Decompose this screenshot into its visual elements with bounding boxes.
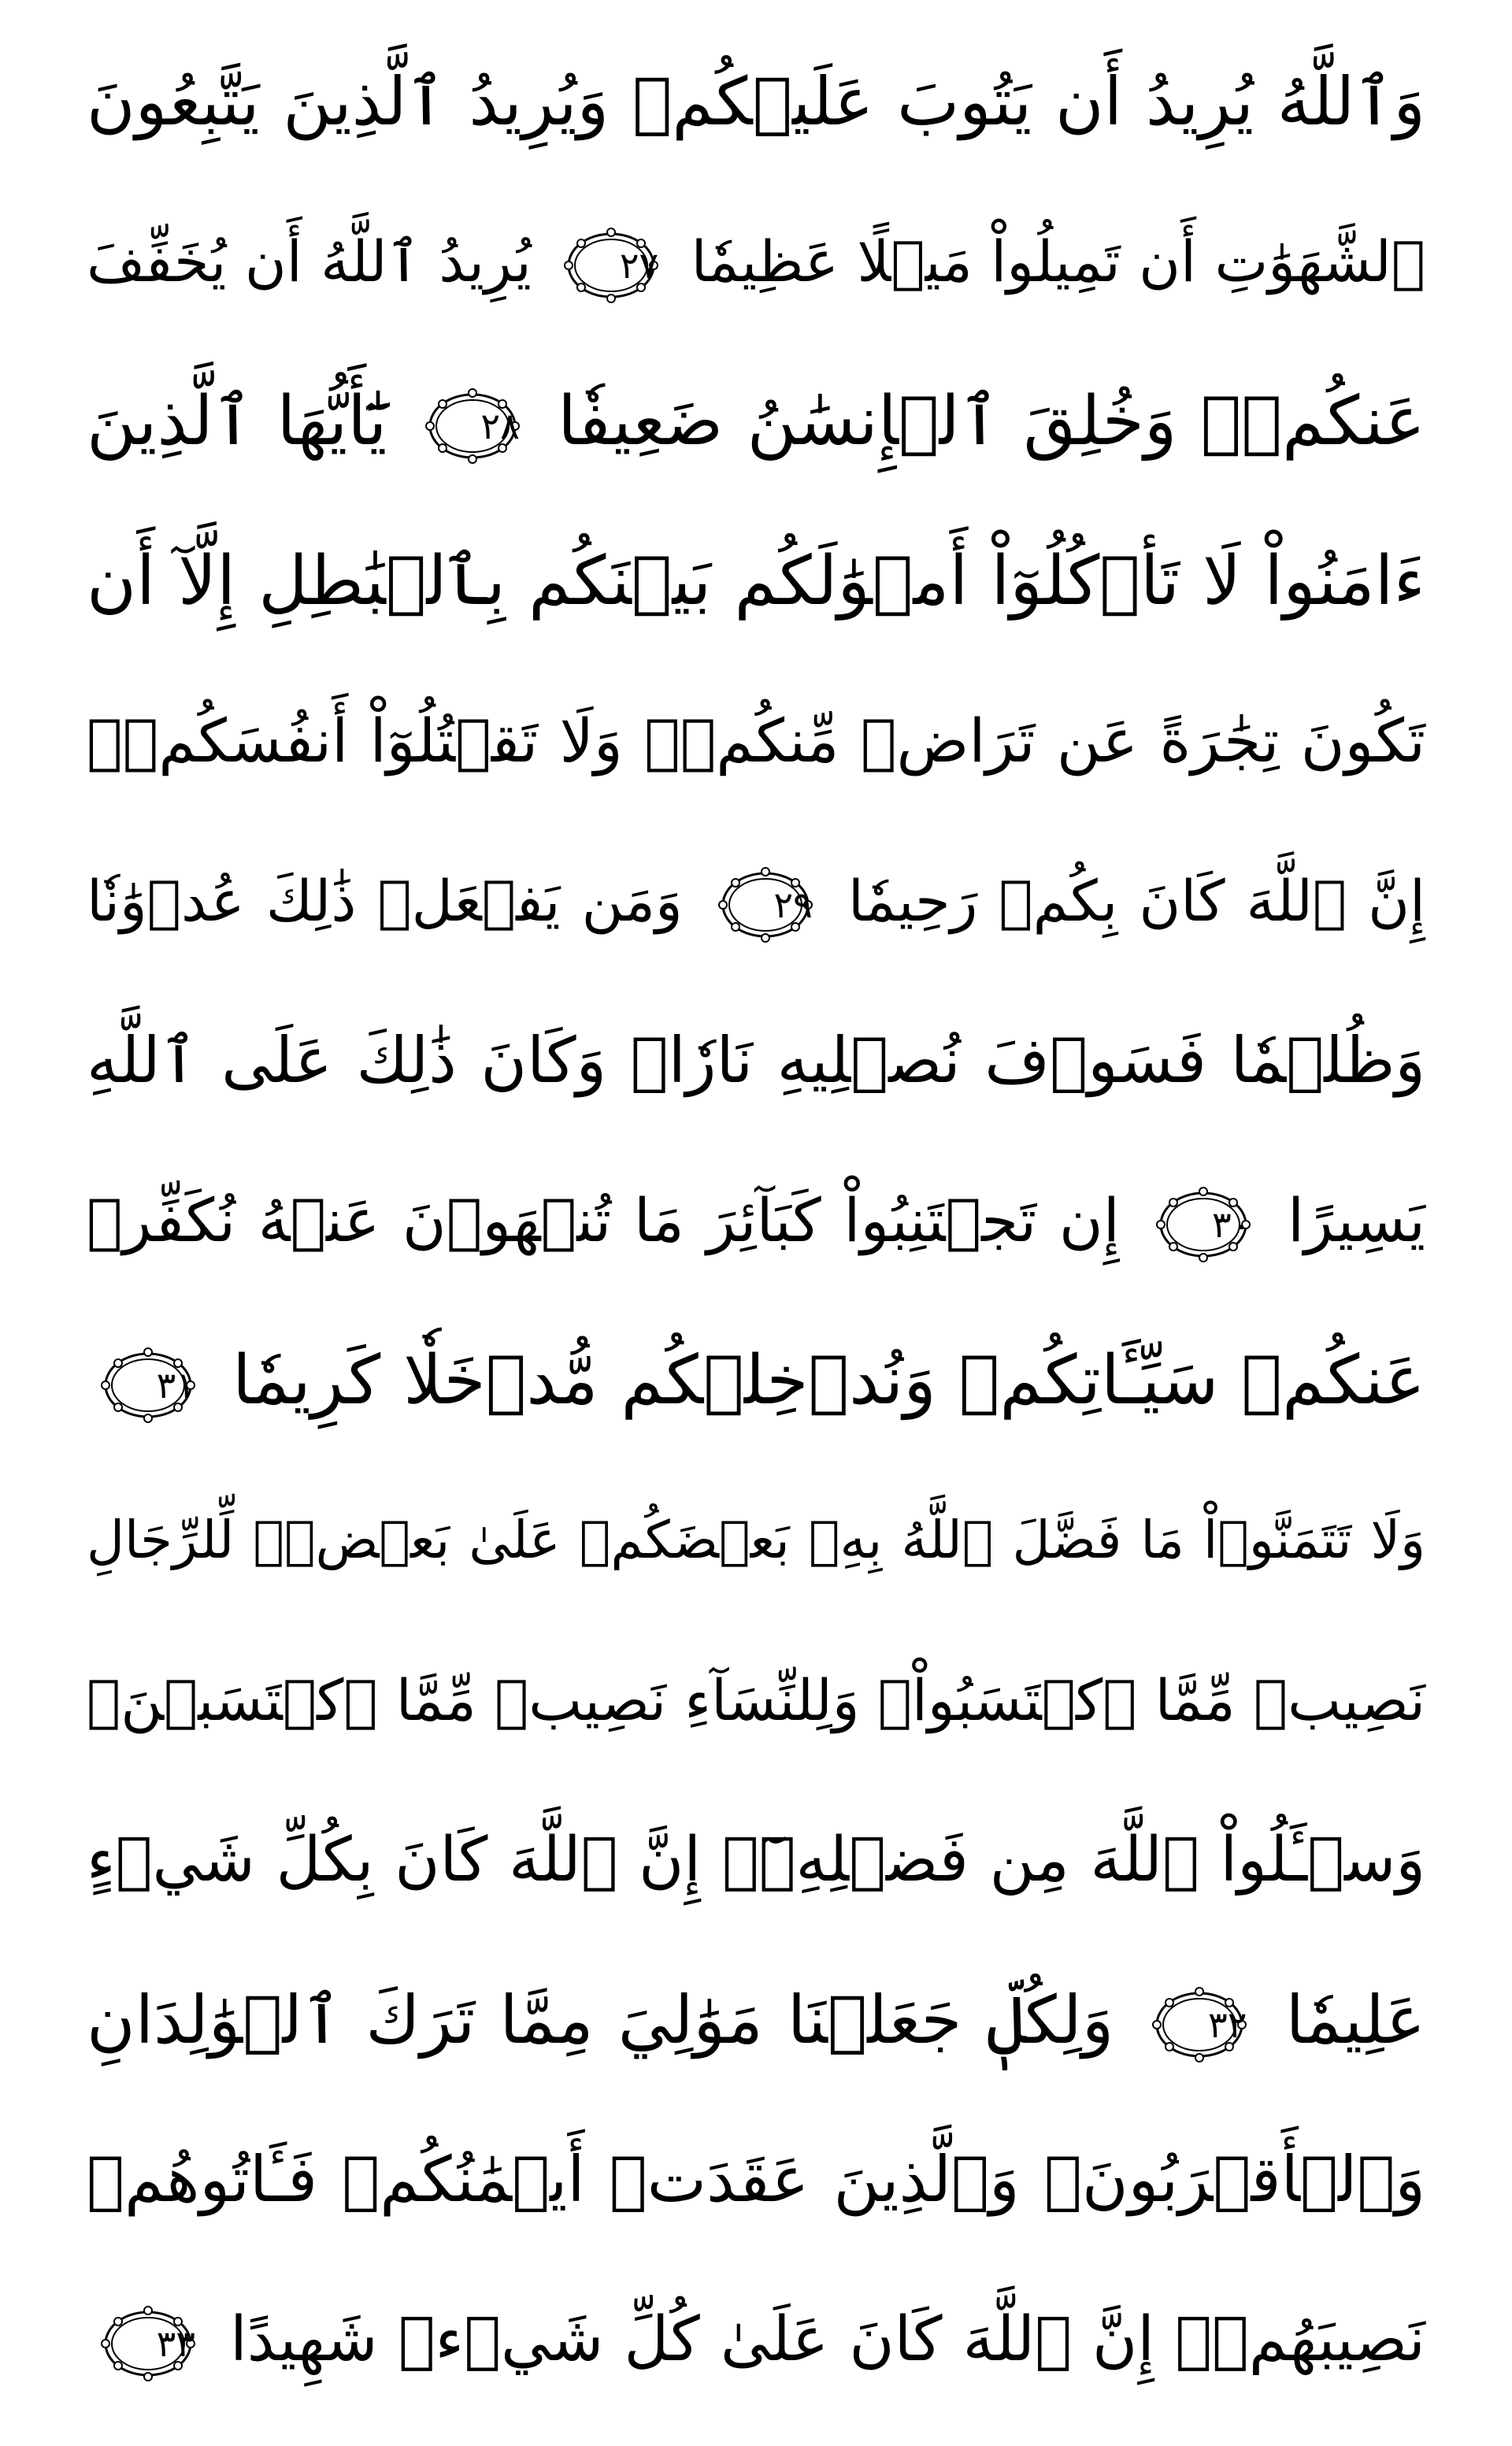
verse-line <box>87 191 1425 332</box>
ayah-number-marker <box>101 1347 195 1423</box>
verse-text: يَٰٓأَيُّهَا ٱلَّذِينَ <box>87 382 387 461</box>
ayah-number-marker <box>1152 1987 1247 2062</box>
verse-text: نَصِيبٞ مِّمَّا ٱكۡتَسَبُواْۖ وَلِلنِّسَآءِ نَصِيبٞ مِّمَّا ٱكۡتَسَبۡنَۚ <box>87 1667 1425 1733</box>
ayah-number-marker <box>425 388 520 464</box>
ayah-number: ٢٨ <box>480 404 520 447</box>
verse-text: إِنَّ ٱللَّهَ كَانَ بِكُمۡ رَحِيمٗا <box>847 868 1425 934</box>
verse-line <box>87 671 1425 811</box>
ayah-number-marker <box>1156 1187 1251 1262</box>
verse-text: ءَامَنُواْ لَا تَأۡكُلُوٓاْ أَمۡوَٰلَكُم بَيۡنَكُم بِٱلۡبَٰطِلِ إِلَّآ أَن <box>87 542 1425 621</box>
ayah-number: ٣٢ <box>1208 2003 1247 2047</box>
verse-lines <box>87 32 1425 2410</box>
verse-text: وَلِكُلّٖ جَعَلۡنَا مَوَٰلِيَ مِمَّا تَرَكَ ٱلۡوَٰلِدَانِ <box>87 1981 1114 2059</box>
verse-text: وَمَن يَفۡعَلۡ ذَٰلِكَ عُدۡوَٰنٗا <box>87 868 683 934</box>
verse-text: وَسۡـَٔلُواْ ٱللَّهَ مِن فَضۡلِهِۦٓۚ إِنَّ ٱللَّهَ كَانَ بِكُلِّ شَيۡءٍ <box>87 1825 1425 1896</box>
verse-line <box>87 32 1425 172</box>
verse-text: عَلِيمٗا <box>1285 1981 1425 2059</box>
verse-line <box>87 991 1425 1131</box>
verse-line <box>87 2270 1425 2410</box>
ayah-number: ٣١ <box>156 1363 195 1406</box>
verse-line <box>87 1790 1425 1930</box>
verse-text: تَكُونَ تِجَٰرَةً عَن تَرَاضٖ مِّنكُمۡۚ وَلَا تَقۡتُلُوٓاْ أَنفُسَكُمۡۚ <box>87 706 1425 776</box>
ayah-number-marker <box>101 2306 195 2381</box>
verse-line <box>87 511 1425 651</box>
ayah-number: ٣٠ <box>1212 1203 1251 1246</box>
ayah-number: ٢٧ <box>619 244 659 287</box>
verse-line <box>87 1630 1425 1770</box>
ayah-number: ٣٣ <box>156 2322 195 2365</box>
verse-text: يَسِيرًا <box>1288 1185 1425 1255</box>
ayah-number-marker <box>718 867 813 943</box>
verse-text: وَٱلۡأَقۡرَبُونَۚ وَٱلَّذِينَ عَقَدَتۡ أَيۡمَٰنُكُمۡ فَـَٔاتُوهُمۡ <box>87 2143 1425 2216</box>
verse-text: وَلَا تَتَمَنَّوۡاْ مَا فَضَّلَ ٱللَّهُ بِهِۦ بَعۡضَكُمۡ عَلَىٰ بَعۡضٖۚ لِّلرِّجَالِ <box>87 1510 1425 1570</box>
verse-text: عَنكُمۡ سَيِّـَٔاتِكُمۡ وَنُدۡخِلۡكُم مُّدۡخَلٗا كَرِيمٗا <box>232 1341 1425 1420</box>
verse-line <box>87 1950 1425 2090</box>
verse-text: نَصِيبَهُمۡۚ إِنَّ ٱللَّهَ كَانَ عَلَىٰ كُلِّ شَيۡءٖ شَهِيدًا <box>230 2304 1425 2375</box>
verse-line <box>87 1470 1425 1610</box>
verse-text: ٱلشَّهَوَٰتِ أَن تَمِيلُواْ مَيۡلًا عَظِيمٗا <box>691 228 1426 295</box>
verse-line <box>87 2110 1425 2250</box>
verse-text: يُرِيدُ ٱللَّهُ أَن يُخَفِّفَ <box>87 228 532 295</box>
verse-text: إِن تَجۡتَنِبُواْ كَبَآئِرَ مَا تُنۡهَوۡنَ عَنۡهُ نُكَفِّرۡ <box>87 1185 1120 1255</box>
verse-line <box>87 1310 1425 1451</box>
ayah-number-marker <box>564 228 658 303</box>
ayah-number: ٢٩ <box>773 884 813 927</box>
verse-text: وَظُلۡمٗا فَسَوۡفَ نُصۡلِيهِ نَارٗاۚ وَكَانَ ذَٰلِكَ عَلَى ٱللَّهِ <box>87 1024 1425 1097</box>
verse-line <box>87 351 1425 491</box>
verse-text: عَنكُمۡۚ وَخُلِقَ ٱلۡإِنسَٰنُ ضَعِيفٗا <box>558 382 1425 461</box>
verse-line <box>87 1151 1425 1291</box>
verse-line <box>87 831 1425 971</box>
verse-text: وَٱللَّهُ يُرِيدُ أَن يَتُوبَ عَلَيۡكُمۡ وَيُرِيدُ ٱلَّذِينَ يَتَّبِعُونَ <box>87 63 1425 140</box>
